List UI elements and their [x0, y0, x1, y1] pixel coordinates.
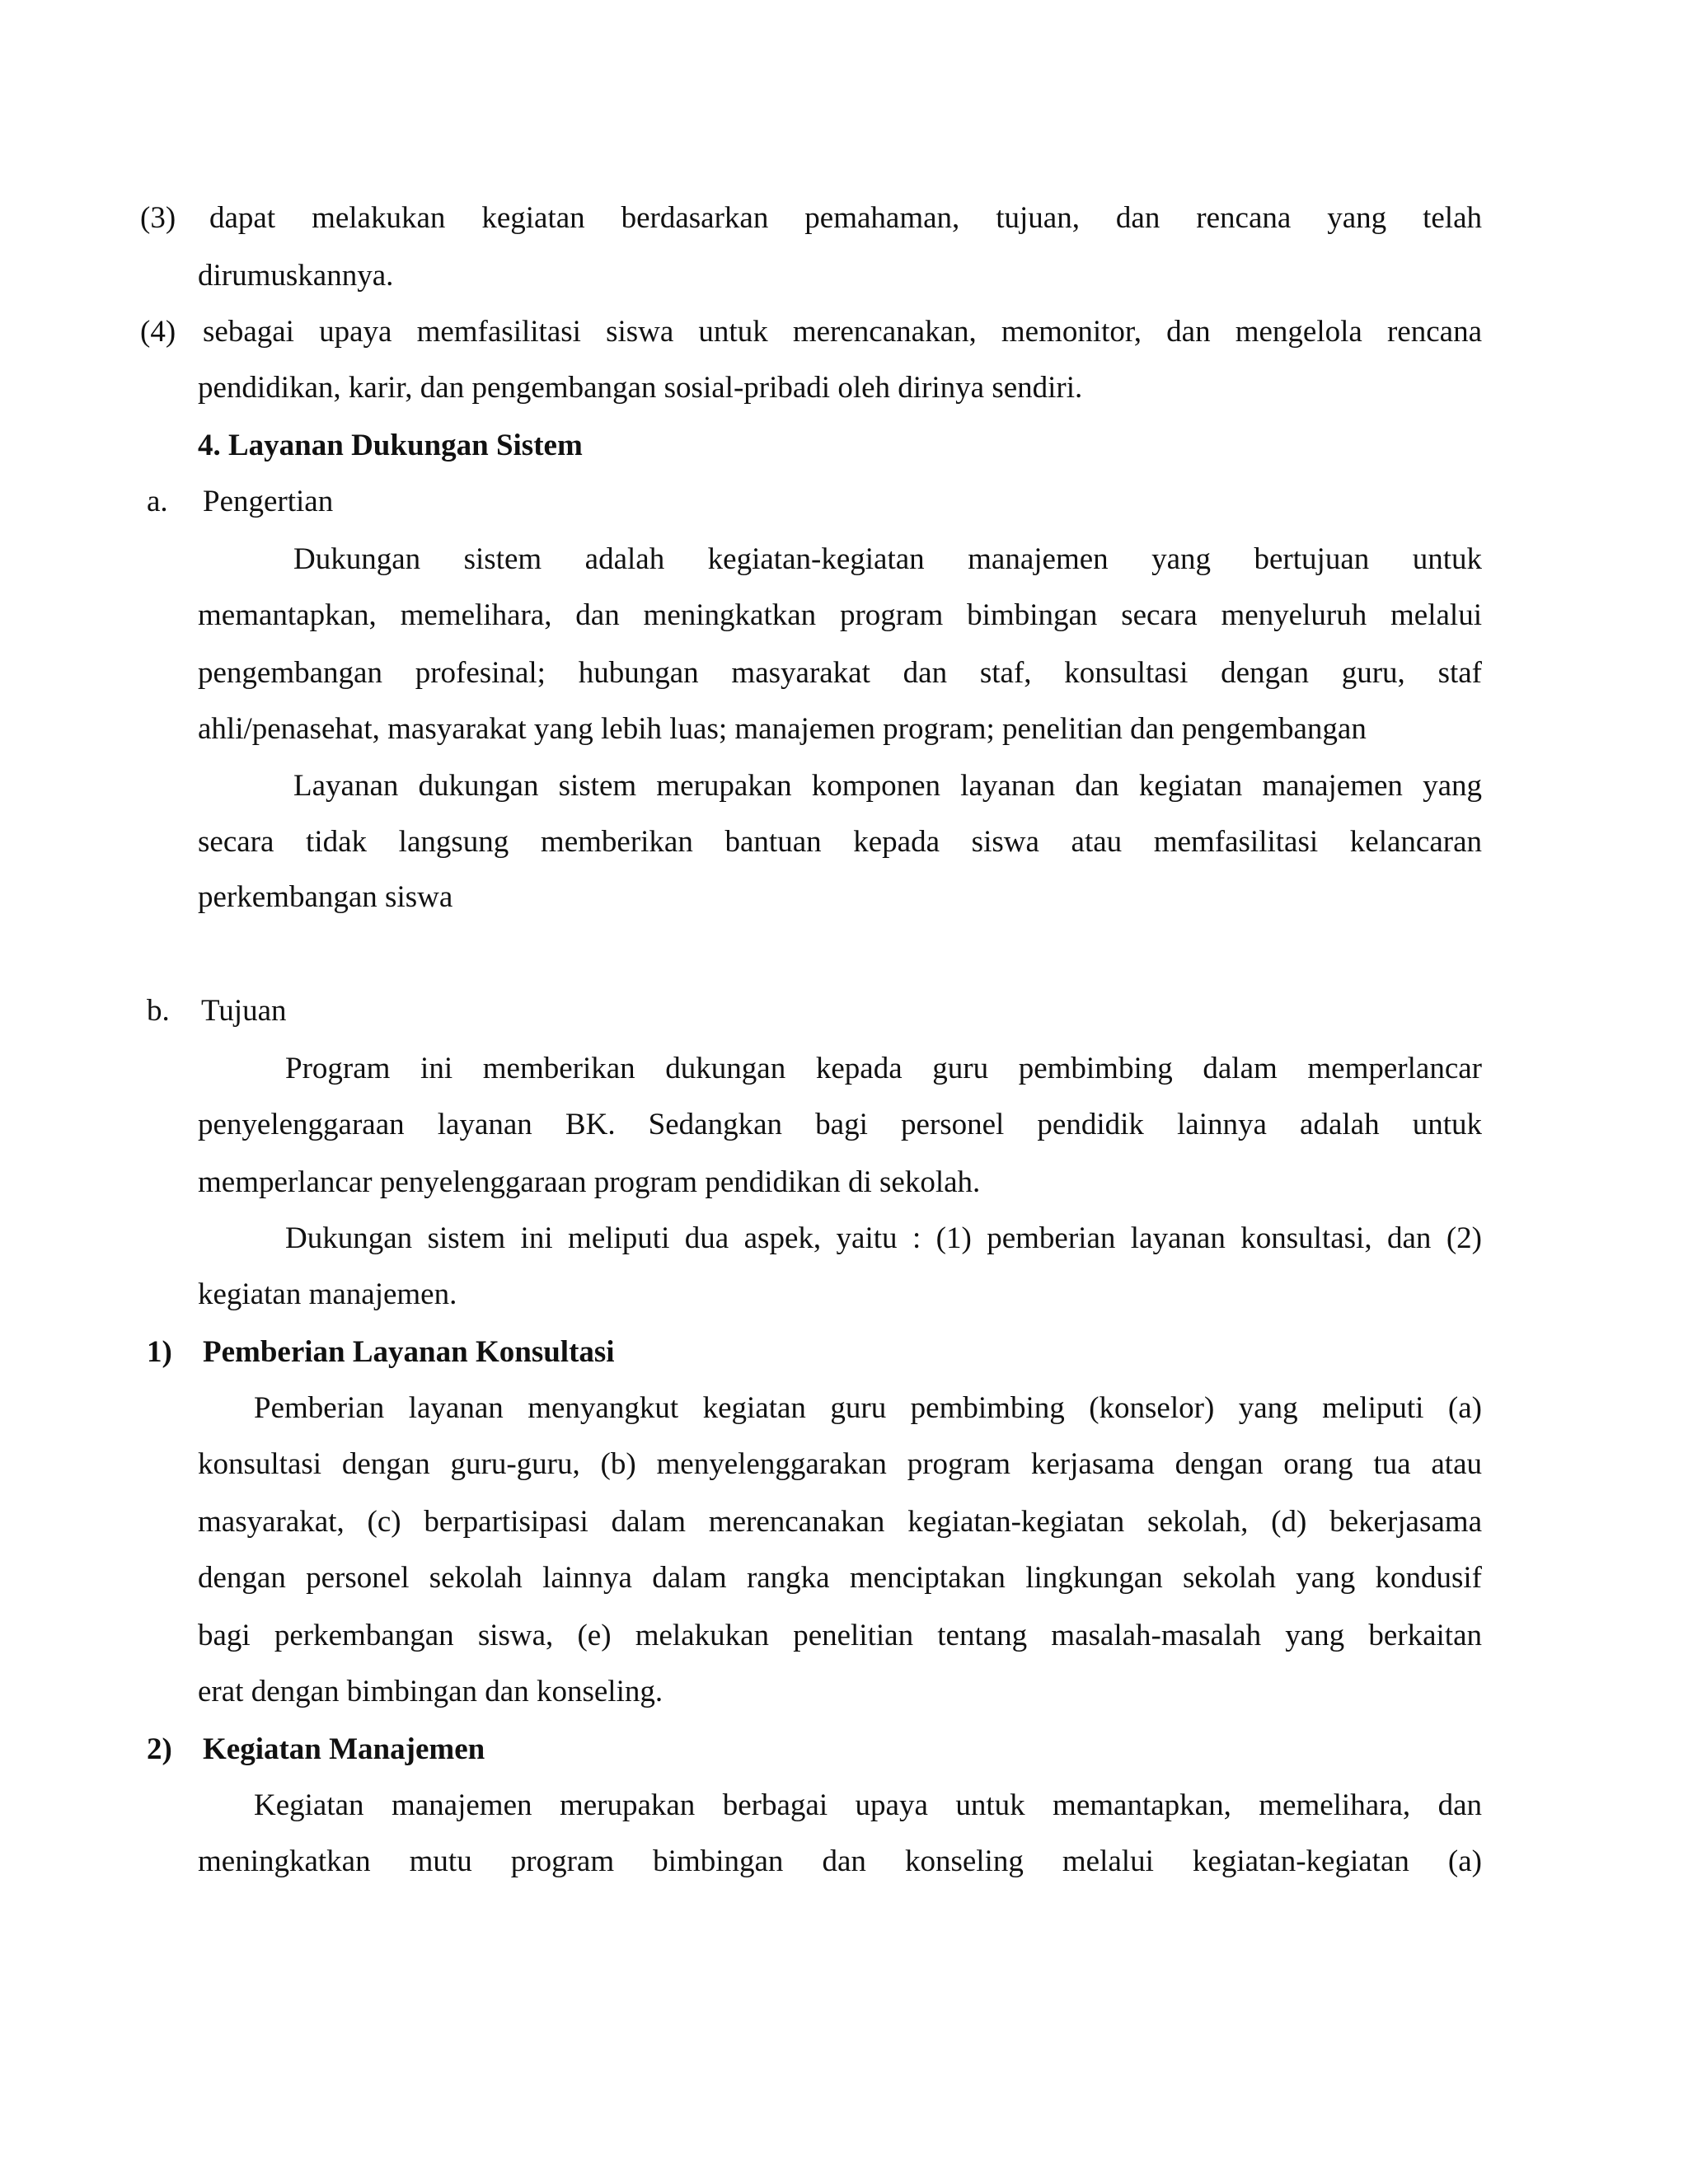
list-marker-4: (4)	[140, 315, 176, 349]
tujuan-p1-line-2: penyelenggaraan layanan BK. Sedangkan bagi personel pendidik lainnya adalah untuk	[198, 1108, 1482, 1141]
konsultasi-line-2: konsultasi dengan guru-guru, (b) menyelenggarakan program kerjasama dengan orang tua atau	[198, 1447, 1482, 1481]
konsultasi-line-4: dengan personel sekolah lainnya dalam rangka menciptakan lingkungan sekolah yang kondusif	[198, 1561, 1482, 1595]
pengertian-p2-line-2: secara tidak langsung memberikan bantuan kepada siswa atau memfasilitasi kelancaran	[198, 825, 1482, 859]
manajemen-line-2: meningkatkan mutu program bimbingan dan konseling melalui kegiatan-kegiatan (a)	[198, 1844, 1482, 1878]
list-marker-3: (3)	[140, 201, 176, 235]
point-1-title: Pemberian Layanan Konsultasi	[203, 1335, 615, 1369]
point-2-title: Kegiatan Manajemen	[203, 1732, 485, 1766]
item-3-line-2: dirumuskannya.	[198, 259, 394, 293]
tujuan-p1-line-1: Program ini memberikan dukungan kepada guru pembimbing dalam memperlancar	[285, 1052, 1482, 1085]
konsultasi-line-1: Pemberian layanan menyangkut kegiatan guru pembimbing (konselor) yang meliputi (a)	[254, 1391, 1482, 1425]
subsection-b-title: Tujuan	[201, 994, 287, 1028]
tujuan-p2-line-1: Dukungan sistem ini meliputi dua aspek, yaitu : (1) pemberian layanan konsultasi, dan (2)	[285, 1221, 1482, 1255]
item-4-line-1: sebagai upaya memfasilitasi siswa untuk merencanakan, memonitor, dan mengelola rencana	[203, 315, 1482, 349]
point-1-marker: 1)	[147, 1335, 172, 1369]
manajemen-line-1: Kegiatan manajemen merupakan berbagai upaya untuk memantapkan, memelihara, dan	[254, 1788, 1482, 1822]
pengertian-p1-line-3: pengembangan profesinal; hubungan masyarakat dan staf, konsultasi dengan guru, staf	[198, 656, 1482, 690]
tujuan-p2-line-2: kegiatan manajemen.	[198, 1277, 457, 1311]
tujuan-p1-line-3: memperlancar penyelenggaraan program pendidikan di sekolah.	[198, 1165, 981, 1199]
pengertian-p1-line-4: ahli/penasehat, masyarakat yang lebih luas; manajemen program; penelitian dan pengembangan	[198, 712, 1367, 746]
konsultasi-line-6: erat dengan bimbingan dan konseling.	[198, 1675, 663, 1708]
pengertian-p1-line-2: memantapkan, memelihara, dan meningkatkan program bimbingan secara menyeluruh melalui	[198, 598, 1482, 632]
konsultasi-line-5: bagi perkembangan siswa, (e) melakukan penelitian tentang masalah-masalah yang berkaitan	[198, 1619, 1482, 1652]
subsection-a-title: Pengertian	[203, 485, 334, 518]
subsection-a-marker: a.	[147, 485, 168, 518]
subsection-b-marker: b.	[147, 994, 170, 1028]
pengertian-p2-line-1: Layanan dukungan sistem merupakan komponen layanan dan kegiatan manajemen yang	[293, 769, 1482, 803]
item-3-line-1: dapat melakukan kegiatan berdasarkan pemahaman, tujuan, dan rencana yang telah	[209, 201, 1482, 235]
section-heading: 4. Layanan Dukungan Sistem	[198, 429, 583, 462]
item-4-line-2: pendidikan, karir, dan pengembangan sosial-pribadi oleh dirinya sendiri.	[198, 371, 1083, 405]
pengertian-p2-line-3: perkembangan siswa	[198, 880, 453, 914]
konsultasi-line-3: masyarakat, (c) berpartisipasi dalam merencanakan kegiatan-kegiatan sekolah, (d) bekerjasama	[198, 1505, 1482, 1539]
point-2-marker: 2)	[147, 1732, 172, 1766]
pengertian-p1-line-1: Dukungan sistem adalah kegiatan-kegiatan manajemen yang bertujuan untuk	[293, 542, 1482, 576]
